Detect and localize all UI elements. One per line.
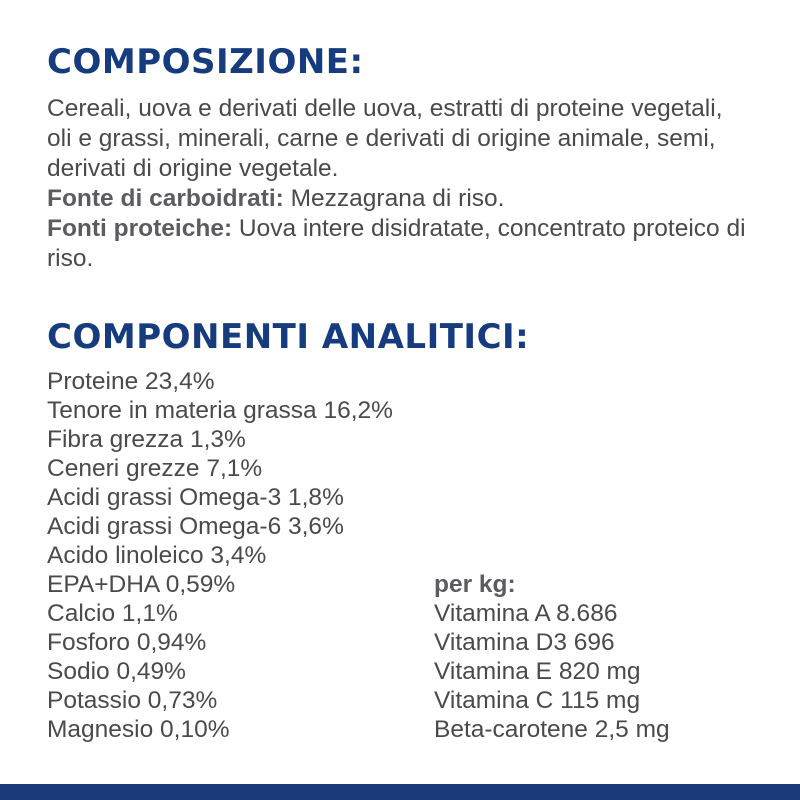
carbohydrate-source-line [47,184,747,214]
carbohydrate-source-value: Mezzagrana di riso. [283,185,505,212]
analytic-item: Sodio 0,49% [47,658,186,685]
protein-source-label: Fonti proteiche: [47,215,233,242]
vitamin-item: Vitamina A 8.686 [434,600,618,627]
per-kg-label: per kg: [434,571,516,598]
analytic-item: Ceneri grezze 7,1% [47,455,263,482]
analytic-item: Acido linoleico 3,4% [47,542,267,569]
composition-text-block [47,94,747,274]
analytic-item: Calcio 1,1% [47,600,178,627]
analytic-item: EPA+DHA 0,59% [47,571,236,598]
protein-source-value: Uova intere disidratate, concentrato proteico di riso. [47,215,746,272]
vitamin-item: Vitamina C 115 mg [434,687,641,714]
ingredients-text: Cereali, uova e derivati delle uova, estratti di proteine vegetali, oli e grassi, minerali, carne e derivati di origine animale, semi, derivati di origine vegetale. [47,95,723,182]
carbohydrate-source-label: Fonte di carboidrati: [47,185,284,212]
analytic-item: Tenore in materia grassa 16,2% [47,397,393,424]
analytic-item: Magnesio 0,10% [47,716,230,743]
composition-heading: COMPOSIZIONE: [47,42,364,82]
analytic-item: Acidi grassi Omega-3 1,8% [47,484,344,511]
vitamin-item: Vitamina E 820 mg [434,658,641,685]
analytic-components-list [47,367,393,744]
analytic-item: Fibra grezza 1,3% [47,426,246,453]
analytic-item: Acidi grassi Omega-6 3,6% [47,513,344,540]
vitamin-item: Beta-carotene 2,5 mg [434,716,670,743]
bottom-brand-bar [0,784,800,800]
analytic-item: Proteine 23,4% [47,368,215,395]
protein-source-line [47,214,747,274]
analytic-item: Fosforo 0,94% [47,629,207,656]
analytic-item: Potassio 0,73% [47,687,218,714]
analytics-heading: COMPONENTI ANALITICI: [47,317,530,357]
per-kg-list [434,570,670,744]
vitamin-item: Vitamina D3 696 [434,629,615,656]
